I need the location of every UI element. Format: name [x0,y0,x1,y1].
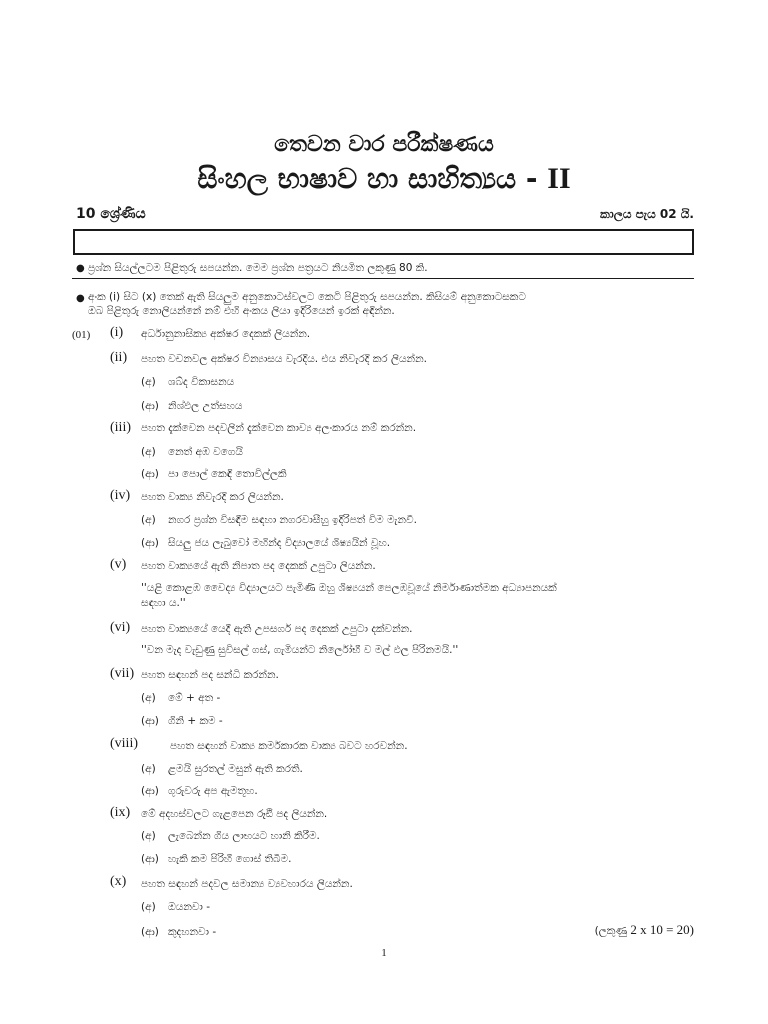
option-label: (ආ) [141,400,159,412]
option-label: (ආ) [141,715,159,727]
option-label: (අ) [141,446,156,458]
divider [72,278,694,279]
option-text: කුදහනවා - [168,926,217,938]
subquestion-text: පහත සඳහන් වාක්‍ය කර්මකාරක වාක්‍ය බවට හරවන්න. [170,740,408,752]
option-text: ලැබෙන්න ගිය ලාභයට හානි කිරීම. [168,830,320,842]
option-label: (ආ) [141,785,159,797]
subquestion-number: (ix) [110,805,131,820]
option-text: නගර ප්‍රශ්න විසඳීම සඳහා නගරවාසීහු ඉදිරිපත් විම මැනවී. [168,514,417,526]
subquestion-text: පහත දැක්වෙන පදවලින් දැක්වෙන කාව්‍ය අලංකාරය නම් කරන්න. [141,422,417,434]
subquestion-text: පහත වාක්‍ය නිවැරදි කර ලියන්න. [141,491,284,503]
subquestion-text: පහත වාක්‍යයේ ඇති නිපාත පද දෙකක් උපුටා ලියන්න. [141,560,376,572]
instruction-3: ඔබ පිළිතුරු නොලියන්නේ නම් එහි අංකය ලියා ඉදිරියෙන් ඉරක් අඳින්න. [88,305,395,317]
subquestion-number: (vi) [110,620,131,635]
subquestion-number: (v) [110,557,127,572]
option-text: ඔයනවා - [168,901,210,913]
instruction-1: ප්‍රශ්න සියල්ලටම පිළිතුරු සපයන්න. මෙම ප්‍රශ්න පත්‍රයට නියමිත ලකුණු 80 කි. [88,262,428,274]
subject-title-text: සිංහල භාෂාව හා සාහිත්‍යය - [197,162,538,195]
option-text: ගුරුවරු අප ඇමතූහ. [168,785,258,797]
subquestion-text: පහත වාක්‍යයේ යෙදී ඇති උපසර්ග පද දෙකක් උපුටා දක්වන්න. [141,623,413,635]
time-label: කාලය පැය 02 යි. [600,207,694,221]
option-label: (ආ) [141,853,159,865]
subquestion-text: පහත සඳහන් පදවල සමාන්‍ය ව්‍යවහාරය ලියන්න. [141,878,353,890]
marks-value: 2 x 10 = 20) [630,922,694,937]
option-text: සියලු ජය ලැබුවෝ මහින්ද විද්‍යාලයේ ශිෂ්‍යයින් වූහ. [168,537,391,549]
instruction-2: අංක (i) සිට (x) තෙක් ඇති සියලුම අනුකොටස්වලට කෙටි පිළිතුරු සපයන්න. කිසියම් අනුකොටසකට [88,291,526,303]
subquestion-text: පහත සඳහන් පද සන්ධි කරන්න. [141,669,279,681]
bullet-icon: ● [76,293,85,304]
option-label: (අ) [141,514,156,526]
option-text: ශබ්ද විකාසනය [168,376,235,388]
subquestion-text: අර්ධානුනාසික්‍ය අක්ෂර දෙකක් ලියන්න. [141,328,311,340]
option-text: ළමයි සුරතල් මසුන් ඇති කරති. [168,763,303,775]
subquestion-number: (iv) [110,488,131,503]
subquestion-text: පහත වචනවල අක්ෂර වින්‍යාසය වැරදිය. එය නිවැරදි කර ලියන්න. [141,353,427,365]
option-label: (ආ) [141,926,159,938]
exam-title: තෙවන වාර පරීක්ෂණය [274,132,494,157]
subquestion-text: මේ අදහස්වලට ගැළපෙන රූඪි පද ලියන්න. [141,808,328,820]
option-text: ගිනි + කම - [168,715,223,727]
option-label: (අ) [141,763,156,775]
subquestion-number: (i) [110,325,124,340]
subquestion-number: (iii) [110,420,131,435]
subquestion-number: (ii) [110,350,128,365]
subquestion-number: (viii) [110,736,138,751]
option-text: හැකි කම පිරිහී ගොස් තිබීම. [168,853,292,865]
page-number: 1 [381,947,387,959]
option-text: නෙත් අඹ වගෙයි [168,446,243,458]
option-label: (අ) [141,830,156,842]
subquestion-number: (vii) [110,666,135,681]
quoted-sentence: ''වන මැද වැඩුණු සුවිසල් ගස්, ගැමියන්ට නිර්ලෝභී ව මල් ඵල පිරිනමයි.'' [141,644,459,656]
option-label: (අ) [141,901,156,913]
option-label: (අ) [141,692,156,704]
marks-label: (ලකුණු [594,925,628,937]
option-label: (අ) [141,376,156,388]
option-text: පා පොල් කෙඳි තොවිල්ලකි [168,468,287,480]
quoted-sentence: ''යළි කොළඹ වෛද්‍ය විද්‍යාලයට පැමිණි ඔහු ශිෂ්‍යයන් පෙලඹවූයේ නිර්මාණාත්මක අධ්‍යාපනයක් [141,582,557,594]
quoted-sentence-cont: සඳහා ය.'' [141,597,186,609]
option-text: මේ + අත - [168,692,221,704]
paper-number: II [547,162,571,195]
option-label: (ආ) [141,537,159,549]
name-box [73,229,694,255]
question-number: (01) [72,329,91,341]
subquestion-number: (x) [110,874,127,889]
bullet-icon: ● [76,263,85,274]
marks-allocation [595,922,694,938]
option-label: (ආ) [141,468,159,480]
option-text: නිශ්ඵල උත්සහය [168,400,243,412]
subject-title [0,162,768,196]
grade-label: 10 ශ්‍රේණිය [76,206,146,222]
